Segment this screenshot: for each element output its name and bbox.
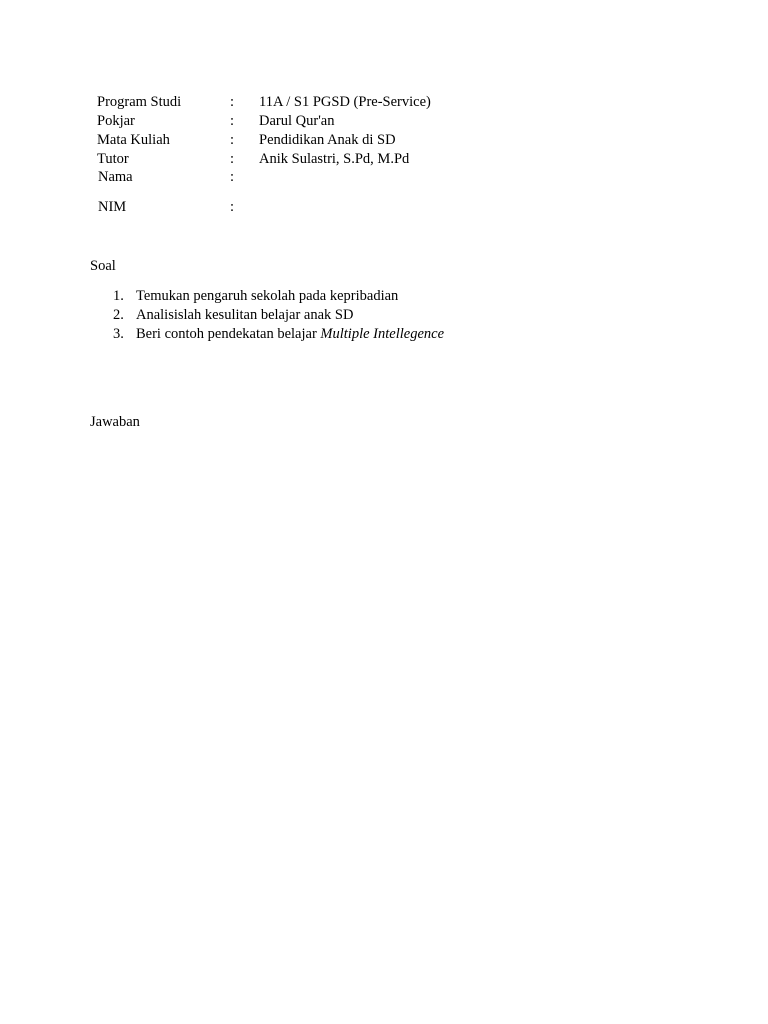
info-label: Tutor [97, 151, 129, 167]
info-row-tutor [0, 150, 768, 169]
info-row-mata-kuliah [0, 131, 768, 150]
info-row-nim [0, 198, 768, 217]
question-text: Beri contoh pendekatan belajar Multiple Intellegence [136, 326, 445, 342]
info-value: Darul Qur'an [259, 113, 335, 129]
question-italic-term: Multiple Intellegence [320, 326, 445, 342]
jawaban-heading: Jawaban [90, 414, 140, 430]
info-colon: : [230, 151, 235, 167]
question-text: Analisislah kesulitan belajar anak SD [136, 307, 354, 323]
info-colon: : [230, 132, 235, 148]
question-text: Temukan pengaruh sekolah pada kepribadian [136, 288, 399, 304]
question-item [0, 325, 768, 344]
question-item [0, 306, 768, 325]
info-row-pokjar [0, 112, 768, 131]
info-label: Pokjar [97, 113, 135, 129]
question-item [0, 287, 768, 306]
info-row-nama [0, 168, 768, 187]
question-number: 1. [113, 288, 124, 304]
info-colon: : [230, 113, 235, 129]
info-row-program-studi [0, 93, 768, 112]
question-number: 2. [113, 307, 124, 323]
soal-heading: Soal [90, 258, 116, 274]
info-label: Nama [98, 169, 133, 185]
info-colon: : [230, 94, 235, 110]
info-label: Program Studi [97, 94, 182, 110]
info-colon: : [230, 199, 235, 215]
info-value: Anik Sulastri, S.Pd, M.Pd [259, 151, 410, 167]
info-colon: : [230, 169, 235, 185]
question-number: 3. [113, 326, 124, 342]
info-value: Pendidikan Anak di SD [259, 132, 396, 148]
info-label: Mata Kuliah [97, 132, 170, 148]
info-value: 11A / S1 PGSD (Pre-Service) [259, 94, 431, 110]
info-label: NIM [98, 199, 127, 215]
